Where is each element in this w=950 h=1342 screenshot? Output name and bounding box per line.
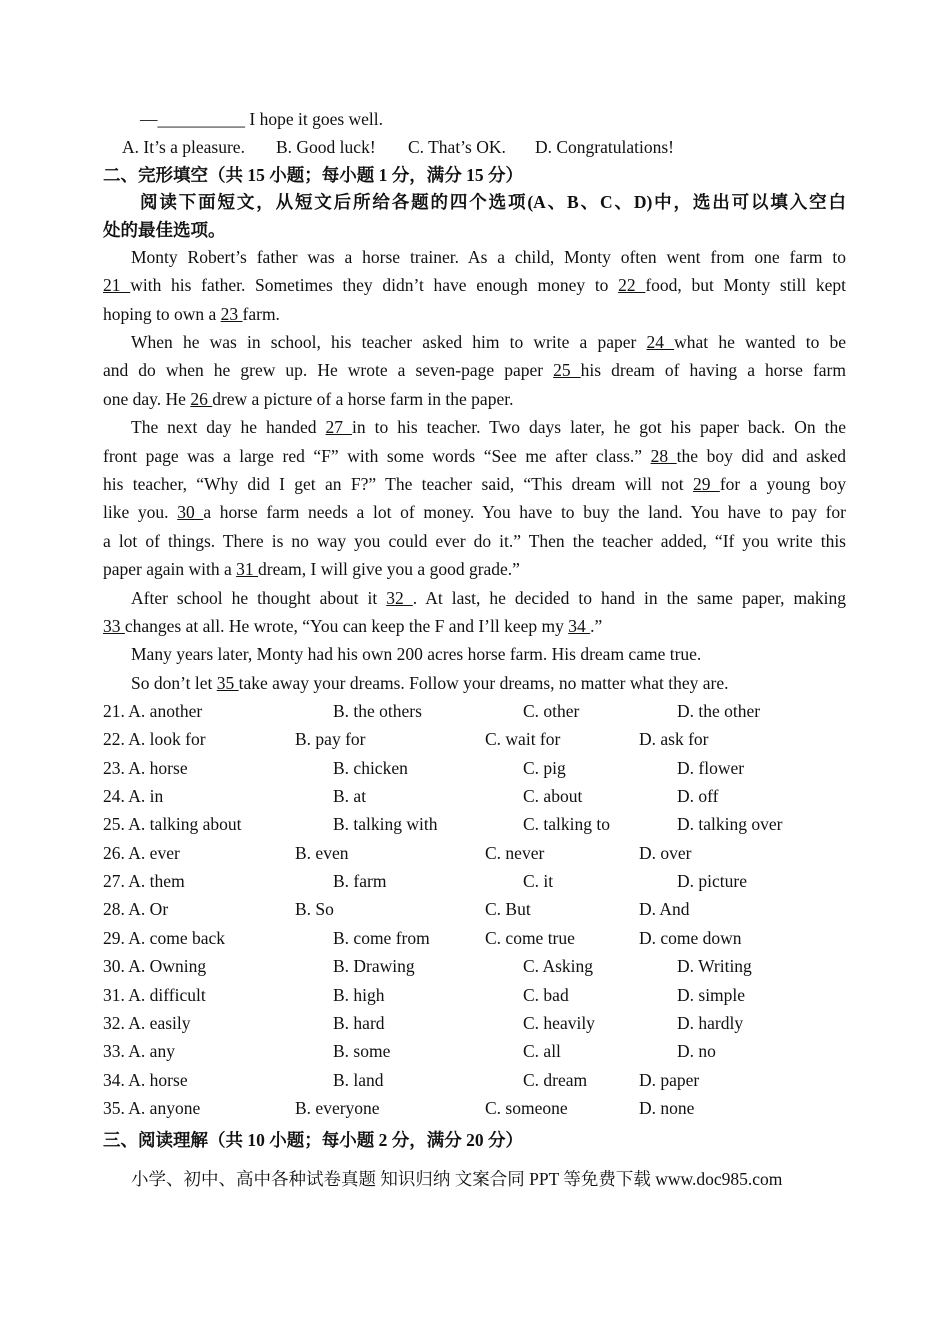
question-28-option-d: D. And — [639, 899, 690, 920]
blank-32: 32 — [386, 588, 413, 608]
question-34-option-a: 34. A. horse — [103, 1069, 188, 1090]
passage-line-4: When he was in school, his teacher asked him to write a paper 24 what he wanted to be — [131, 332, 846, 352]
question-30-option-c: C. Asking — [523, 956, 594, 977]
question-33-option-b: B. some — [333, 1041, 391, 1062]
blank-30: 30 — [177, 502, 204, 522]
question-28-option-c: C. But — [485, 899, 531, 920]
question-33-option-c: C. all — [523, 1041, 561, 1062]
prev-option-d: D. Congratulations! — [535, 137, 675, 157]
question-35-option-a: 35. A. anyone — [103, 1097, 201, 1118]
passage-line-3: hoping to own a 23 farm. — [103, 304, 280, 324]
blank-27: 27 — [325, 417, 353, 437]
question-27-option-a: 27. A. them — [103, 871, 185, 892]
question-23-option-d: D. flower — [677, 757, 745, 778]
blank-21: 21 — [103, 275, 131, 295]
blank-31: 31 — [236, 559, 259, 579]
question-21-option-a: 21. A. another — [103, 701, 203, 721]
passage-line-9: his teacher, “Why did I get an F?” The teacher said, “This dream will not 29 for a young boy — [103, 474, 846, 494]
question-32-option-c: C. heavily — [523, 1012, 595, 1033]
question-30-option-a: 30. A. Owning — [103, 956, 207, 977]
blank-33: 33 — [103, 616, 125, 636]
dialog-dash: — — [140, 109, 158, 129]
question-34-option-b: B. land — [333, 1069, 384, 1090]
question-31-option-a: 31. A. difficult — [103, 984, 206, 1005]
question-22-option-b: B. pay for — [295, 729, 366, 750]
passage-line-10: like you. 30 a horse farm needs a lot of money. You have to buy the land. You have to pay for — [103, 502, 846, 522]
question-28-option-a: 28. A. Or — [103, 899, 169, 920]
blank-22: 22 — [618, 275, 646, 295]
question-29-option-a: 29. A. come back — [103, 927, 225, 948]
section2-instruction-1: 阅读下面短文，从短文后所给各题的四个选项(A、B、C、D)中，选出可以填入空白 — [140, 192, 846, 212]
section2-title: 二、完形填空（共 15 小题；每小题 1 分，满分 15 分） — [103, 165, 523, 185]
question-31-option-d: D. simple — [677, 984, 746, 1005]
blank-24: 24 — [646, 332, 675, 352]
passage-line-15: Many years later, Monty had his own 200 acres horse farm. His dream came true. — [131, 644, 702, 664]
question-26-option-d: D. over — [639, 842, 692, 863]
passage-line-2: 21 with his father. Sometimes they didn’t have enough money to 22 food, but Monty still kept — [103, 275, 847, 295]
passage-line-6: one day. He 26 drew a picture of a horse farm in the paper. — [103, 389, 514, 409]
question-27-option-d: D. picture — [677, 871, 747, 892]
footer-text: 小学、初中、高中各种试卷真题 知识归纳 文案合同 PPT 等免费下载 www.doc985.com — [131, 1169, 783, 1189]
question-31-option-b: B. high — [333, 984, 385, 1005]
question-30-option-b: B. Drawing — [333, 956, 415, 977]
prev-option-a: A. It’s a pleasure. — [122, 137, 245, 157]
prev-option-c: C. That’s OK. — [408, 137, 506, 157]
question-25-option-c: C. talking to — [523, 814, 611, 835]
question-23-option-b: B. chicken — [333, 757, 408, 778]
passage-line-1: Monty Robert’s father was a horse trainer. As a child, Monty often went from one farm to — [131, 247, 846, 267]
dialog-blank: __________ — [157, 109, 245, 129]
passage-line-16: So don’t let 35 take away your dreams. Follow your dreams, no matter what they are. — [131, 673, 729, 693]
passage-line-7: The next day he handed 27 in to his teacher. Two days later, he got his paper back. On the — [131, 417, 847, 437]
question-21-option-d: D. the other — [677, 701, 761, 721]
question-21-option-b: B. the others — [333, 701, 422, 721]
question-23-option-a: 23. A. horse — [103, 757, 188, 778]
blank-34: 34 — [568, 616, 591, 636]
blank-35: 35 — [216, 673, 239, 693]
question-35-option-c: C. someone — [485, 1097, 568, 1118]
question-33-option-d: D. no — [677, 1041, 716, 1062]
blank-26: 26 — [190, 389, 213, 409]
question-33-option-a: 33. A. any — [103, 1041, 175, 1062]
question-25-option-b: B. talking with — [333, 814, 438, 835]
blank-25: 25 — [553, 360, 581, 380]
question-32-option-b: B. hard — [333, 1012, 385, 1033]
blank-28: 28 — [650, 446, 677, 466]
question-32-option-d: D. hardly — [677, 1012, 744, 1033]
question-24-option-a: 24. A. in — [103, 786, 164, 807]
question-29-option-d: D. come down — [639, 927, 742, 948]
question-24-option-b: B. at — [333, 786, 367, 807]
question-28-option-b: B. So — [295, 899, 334, 920]
prev-option-b: B. Good luck! — [276, 137, 376, 157]
question-35-option-d: D. none — [639, 1097, 695, 1118]
question-25-option-a: 25. A. talking about — [103, 814, 242, 835]
question-27-option-b: B. farm — [333, 871, 387, 892]
question-35-option-b: B. everyone — [295, 1097, 380, 1118]
question-29-option-c: C. come true — [485, 927, 575, 948]
question-21-option-c: C. other — [523, 701, 580, 721]
question-32-option-a: 32. A. easily — [103, 1012, 191, 1033]
question-24-option-c: C. about — [523, 786, 583, 807]
question-34-option-c: C. dream — [523, 1069, 588, 1090]
dialog-text: I hope it goes well. — [245, 109, 384, 129]
question-22-option-c: C. wait for — [485, 729, 561, 750]
section2-instruction-2: 处的最佳选项。 — [103, 220, 226, 240]
question-24-option-d: D. off — [677, 786, 719, 807]
passage-line-5: and do when he grew up. He wrote a seven-page paper 25 his dream of having a horse farm — [103, 360, 846, 380]
passage-line-12: paper again with a 31 dream, I will give you a good grade.” — [103, 559, 520, 579]
passage-line-14: 33 changes at all. He wrote, “You can keep the F and I’ll keep my 34 .” — [103, 616, 603, 636]
question-23-option-c: C. pig — [523, 757, 566, 778]
question-26-option-a: 26. A. ever — [103, 842, 180, 863]
passage-line-13: After school he thought about it 32 . At last, he decided to hand in the same paper, making — [131, 588, 847, 608]
question-31-option-c: C. bad — [523, 984, 569, 1005]
question-22-option-d: D. ask for — [639, 729, 709, 750]
passage-line-8: front page was a large red “F” with some words “See me after class.” 28 the boy did and asked — [103, 446, 846, 466]
dialog-line — [140, 105, 383, 133]
question-30-option-d: D. Writing — [677, 956, 752, 977]
passage-line-11: a lot of things. There is no way you could ever do it.” Then the teacher added, “If you write this — [103, 531, 846, 551]
question-26-option-c: C. never — [485, 842, 545, 863]
question-22-option-a: 22. A. look for — [103, 729, 206, 750]
question-25-option-d: D. talking over — [677, 814, 783, 835]
question-34-option-d: D. paper — [639, 1069, 700, 1090]
blank-23: 23 — [220, 304, 243, 324]
section3-title: 三、阅读理解（共 10 小题；每小题 2 分，满分 20 分） — [103, 1130, 523, 1150]
question-29-option-b: B. come from — [333, 927, 430, 948]
question-27-option-c: C. it — [523, 871, 554, 892]
blank-29: 29 — [692, 474, 720, 494]
question-26-option-b: B. even — [295, 842, 349, 863]
